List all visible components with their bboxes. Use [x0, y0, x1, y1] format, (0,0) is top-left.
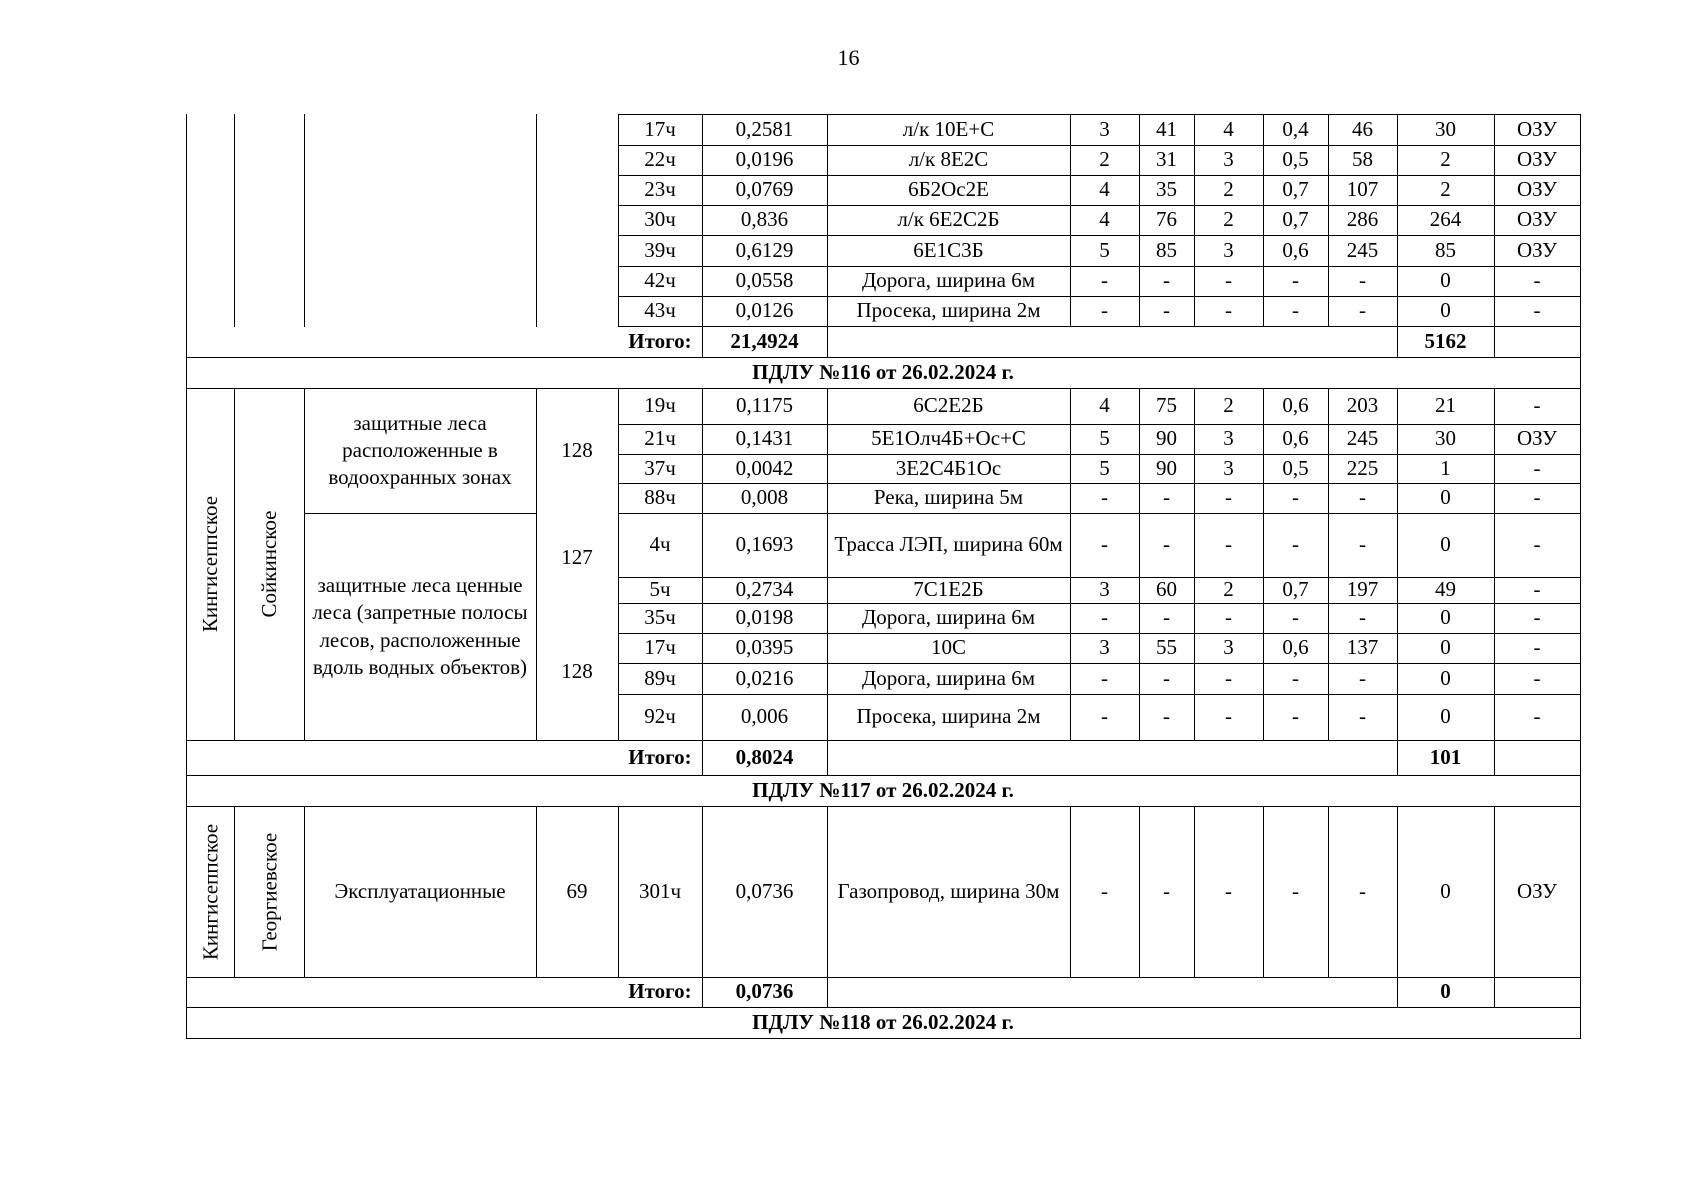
cell-class: 3 — [1223, 426, 1234, 451]
cell-area: 0,0198 — [735, 605, 794, 630]
total-area: 0,0736 — [735, 979, 794, 1004]
total-volume: 5162 — [1424, 328, 1467, 353]
cell-plot-number: 92ч — [644, 704, 676, 729]
cell-volume: 30 — [1435, 116, 1456, 141]
cell-area: 0,006 — [740, 704, 789, 729]
cell-note: - — [1533, 605, 1541, 630]
quarter-number: 128 — [561, 437, 593, 462]
cell-note: - — [1533, 298, 1541, 323]
cell-note: - — [1533, 635, 1541, 660]
cell-class: 2 — [1223, 577, 1234, 602]
cell-volume: 21 — [1435, 393, 1456, 418]
cell-area: 0,1175 — [736, 393, 793, 418]
cell-age: 41 — [1156, 116, 1177, 141]
pdlu-header: ПДЛУ №118 от 26.02.2024 г. — [752, 1009, 1014, 1034]
cell-class: 4 — [1223, 116, 1234, 141]
cell-class: - — [1225, 704, 1232, 729]
cell-bonitet-class: 5 — [1099, 455, 1110, 480]
cell-density: 0,6 — [1282, 393, 1309, 418]
cell-class: 3 — [1223, 237, 1234, 262]
cell-age: - — [1163, 704, 1170, 729]
cell-plot-number: 4ч — [649, 532, 671, 557]
cell-volume: 85 — [1435, 237, 1456, 262]
cell-area: 0,0042 — [735, 455, 794, 480]
cell-note: - — [1533, 704, 1541, 729]
cell-bonitet-class: - — [1101, 704, 1108, 729]
cell-stock: - — [1359, 298, 1366, 323]
cell-stock: - — [1359, 665, 1366, 690]
cell-age: - — [1163, 878, 1170, 903]
cell-area: 0,0126 — [735, 298, 794, 323]
cell-composition: л/к 6Е2С2Б — [897, 207, 1000, 232]
cell-plot-number: 42ч — [644, 268, 676, 293]
cell-note: - — [1533, 577, 1541, 602]
cell-composition: Дорога, ширина 6м — [861, 268, 1035, 293]
cell-volume: 0 — [1440, 878, 1451, 903]
cell-bonitet-class: - — [1101, 268, 1108, 293]
cell-density: 0,5 — [1282, 147, 1309, 172]
cell-note: - — [1533, 455, 1541, 480]
cell-density: 0,7 — [1282, 177, 1309, 202]
cell-composition: 6С2Е2Б — [913, 393, 984, 418]
cell-age: - — [1163, 298, 1170, 323]
cell-area: 0,2734 — [735, 577, 794, 602]
cell-stock: 137 — [1346, 635, 1379, 660]
quarter-number: 127 — [561, 545, 593, 570]
cell-volume: 30 — [1435, 426, 1456, 451]
cell-bonitet-class: - — [1101, 605, 1108, 630]
cell-volume: 0 — [1440, 704, 1451, 729]
cell-composition: 7С1Е2Б — [913, 577, 984, 602]
district-name: Кингисеппское — [197, 823, 222, 960]
cell-note: ОЗУ — [1516, 147, 1558, 172]
cell-bonitet-class: - — [1101, 485, 1108, 510]
cell-plot-number: 30ч — [644, 207, 676, 232]
cell-plot-number: 35ч — [644, 605, 676, 630]
cell-age: 85 — [1156, 237, 1177, 262]
cell-density: 0,6 — [1282, 237, 1309, 262]
cell-plot-number: 22ч — [644, 147, 676, 172]
cell-area: 0,0558 — [735, 268, 794, 293]
cell-volume: 0 — [1440, 665, 1451, 690]
cell-bonitet-class: 2 — [1099, 147, 1110, 172]
cell-volume: 2 — [1440, 177, 1451, 202]
cell-class: - — [1225, 268, 1232, 293]
cell-area: 0,0769 — [735, 177, 794, 202]
cell-density: - — [1292, 665, 1299, 690]
cell-note: ОЗУ — [1516, 207, 1558, 232]
cell-class: - — [1225, 878, 1232, 903]
cell-age: - — [1163, 665, 1170, 690]
cell-bonitet-class: 3 — [1099, 116, 1110, 141]
cell-volume: 0 — [1440, 532, 1451, 557]
cell-age: 76 — [1156, 207, 1177, 232]
cell-class: 3 — [1223, 635, 1234, 660]
cell-class: 2 — [1223, 177, 1234, 202]
total-volume: 0 — [1440, 979, 1451, 1004]
cell-volume: 49 — [1435, 577, 1456, 602]
cell-composition: 5Е1Олч4Б+Ос+С — [871, 426, 1026, 451]
cell-note: - — [1533, 665, 1541, 690]
cell-class: - — [1225, 485, 1232, 510]
cell-composition: Дорога, ширина 6м — [861, 605, 1035, 630]
cell-stock: 58 — [1352, 147, 1373, 172]
forestry-name: Сойкинское — [256, 510, 281, 618]
cell-composition: 6Б2Ос2Е — [908, 177, 989, 202]
forest-category: защитные леса ценные леса (запретные полосы лесов, расположенные вдоль водных объектов) — [312, 572, 528, 679]
cell-composition: Газопровод, ширина 30м — [837, 878, 1060, 903]
cell-note: - — [1533, 485, 1541, 510]
cell-area: 0,2581 — [735, 116, 794, 141]
cell-age: 35 — [1156, 177, 1177, 202]
cell-note: - — [1533, 268, 1541, 293]
pdlu-header: ПДЛУ №116 от 26.02.2024 г. — [752, 359, 1014, 384]
cell-stock: 245 — [1346, 426, 1379, 451]
cell-density: 0,7 — [1282, 207, 1309, 232]
cell-class: - — [1225, 298, 1232, 323]
cell-bonitet-class: - — [1101, 665, 1108, 690]
cell-age: 90 — [1156, 455, 1177, 480]
cell-stock: 46 — [1352, 116, 1373, 141]
cell-composition: Трасса ЛЭП, ширина 60м — [834, 532, 1063, 557]
cell-density: - — [1292, 605, 1299, 630]
cell-age: - — [1163, 268, 1170, 293]
total-volume: 101 — [1429, 744, 1462, 769]
cell-stock: 225 — [1346, 455, 1379, 480]
cell-stock: - — [1359, 704, 1366, 729]
cell-density: - — [1292, 704, 1299, 729]
cell-density: 0,6 — [1282, 426, 1309, 451]
cell-bonitet-class: 4 — [1099, 393, 1110, 418]
cell-stock: - — [1359, 605, 1366, 630]
cell-class: 2 — [1223, 393, 1234, 418]
cell-age: - — [1163, 485, 1170, 510]
cell-composition: Просека, ширина 2м — [856, 298, 1041, 323]
cell-area: 0,0395 — [735, 635, 794, 660]
cell-area: 0,1431 — [735, 426, 794, 451]
cell-plot-number: 17ч — [644, 116, 676, 141]
cell-age: 31 — [1156, 147, 1177, 172]
cell-class: 3 — [1223, 455, 1234, 480]
total-area: 21,4924 — [730, 328, 799, 353]
cell-area: 0,0216 — [735, 665, 794, 690]
cell-composition: Река, ширина 5м — [873, 485, 1024, 510]
cell-bonitet-class: - — [1101, 878, 1108, 903]
pdlu-header: ПДЛУ №117 от 26.02.2024 г. — [752, 777, 1014, 802]
cell-class: - — [1225, 605, 1232, 630]
cell-bonitet-class: 4 — [1099, 177, 1110, 202]
total-label: Итого: — [628, 744, 692, 769]
cell-age: - — [1163, 605, 1170, 630]
cell-composition: Дорога, ширина 6м — [861, 665, 1035, 690]
cell-density: 0,5 — [1282, 455, 1309, 480]
total-label: Итого: — [628, 328, 692, 353]
cell-age: 90 — [1156, 426, 1177, 451]
cell-plot-number: 88ч — [644, 485, 676, 510]
cell-volume: 0 — [1440, 298, 1451, 323]
cell-stock: 203 — [1346, 393, 1379, 418]
cell-stock: - — [1359, 878, 1366, 903]
cell-composition: л/к 8Е2С — [908, 147, 989, 172]
cell-density: 0,6 — [1282, 635, 1309, 660]
cell-age: 55 — [1156, 635, 1177, 660]
cell-stock: 286 — [1346, 207, 1379, 232]
felling-table — [186, 114, 1647, 1088]
cell-note: ОЗУ — [1516, 426, 1558, 451]
total-label: Итого: — [628, 979, 692, 1004]
cell-note: - — [1533, 393, 1541, 418]
cell-age: - — [1163, 532, 1170, 557]
cell-composition: 3Е2С4Б1Ос — [895, 455, 1002, 480]
cell-volume: 264 — [1429, 207, 1462, 232]
cell-note: ОЗУ — [1516, 177, 1558, 202]
forest-category: защитные леса расположенные в водоохранных зонах — [328, 410, 512, 490]
page-number: 16 — [837, 45, 860, 70]
forest-category: Эксплуатационные — [334, 878, 506, 903]
cell-density: - — [1292, 298, 1299, 323]
cell-stock: - — [1359, 485, 1366, 510]
cell-plot-number: 37ч — [644, 455, 676, 480]
cell-stock: 197 — [1346, 577, 1379, 602]
cell-bonitet-class: - — [1101, 532, 1108, 557]
cell-class: - — [1225, 532, 1232, 557]
cell-density: 0,7 — [1282, 577, 1309, 602]
cell-bonitet-class: 4 — [1099, 207, 1110, 232]
cell-class: - — [1225, 665, 1232, 690]
cell-composition: 10С — [930, 635, 966, 660]
cell-volume: 2 — [1440, 147, 1451, 172]
cell-area: 0,0196 — [735, 147, 794, 172]
cell-bonitet-class: 5 — [1099, 237, 1110, 262]
cell-density: - — [1292, 878, 1299, 903]
cell-stock: 107 — [1346, 177, 1379, 202]
cell-plot-number: 19ч — [644, 393, 676, 418]
cell-density: - — [1292, 485, 1299, 510]
cell-note: ОЗУ — [1516, 878, 1558, 903]
cell-age: 60 — [1156, 577, 1177, 602]
total-area: 0,8024 — [735, 744, 794, 769]
cell-plot-number: 43ч — [644, 298, 676, 323]
cell-note: ОЗУ — [1516, 116, 1558, 141]
cell-volume: 0 — [1440, 485, 1451, 510]
cell-stock: 245 — [1346, 237, 1379, 262]
cell-composition: Просека, ширина 2м — [856, 704, 1041, 729]
cell-plot-number: 301ч — [638, 878, 682, 903]
cell-density: 0,4 — [1282, 116, 1309, 141]
cell-density: - — [1292, 532, 1299, 557]
cell-plot-number: 23ч — [644, 177, 676, 202]
cell-plot-number: 89ч — [644, 665, 676, 690]
cell-note: ОЗУ — [1516, 237, 1558, 262]
cell-area: 0,6129 — [735, 237, 794, 262]
cell-bonitet-class: 5 — [1099, 426, 1110, 451]
cell-class: 3 — [1223, 147, 1234, 172]
cell-density: - — [1292, 268, 1299, 293]
forestry-name: Георгиевское — [256, 832, 281, 951]
cell-area: 0,836 — [740, 207, 789, 232]
cell-bonitet-class: 3 — [1099, 577, 1110, 602]
cell-area: 0,1693 — [735, 532, 794, 557]
cell-area: 0,008 — [740, 485, 789, 510]
district-name: Кингисеппское — [197, 495, 222, 633]
cell-volume: 0 — [1440, 268, 1451, 293]
cell-volume: 1 — [1440, 455, 1451, 480]
cell-volume: 0 — [1440, 635, 1451, 660]
cell-plot-number: 5ч — [649, 577, 671, 602]
cell-class: 2 — [1223, 207, 1234, 232]
cell-note: - — [1533, 532, 1541, 557]
cell-bonitet-class: 3 — [1099, 635, 1110, 660]
cell-bonitet-class: - — [1101, 298, 1108, 323]
cell-stock: - — [1359, 268, 1366, 293]
cell-plot-number: 17ч — [644, 635, 676, 660]
cell-area: 0,0736 — [735, 878, 794, 903]
quarter-number: 128 — [561, 658, 593, 683]
cell-composition: 6Е1С3Б — [913, 237, 984, 262]
quarter-number: 69 — [566, 878, 588, 903]
cell-plot-number: 21ч — [644, 426, 676, 451]
cell-stock: - — [1359, 532, 1366, 557]
cell-volume: 0 — [1440, 605, 1451, 630]
cell-age: 75 — [1156, 393, 1177, 418]
cell-composition: л/к 10Е+С — [902, 116, 995, 141]
cell-plot-number: 39ч — [644, 237, 676, 262]
